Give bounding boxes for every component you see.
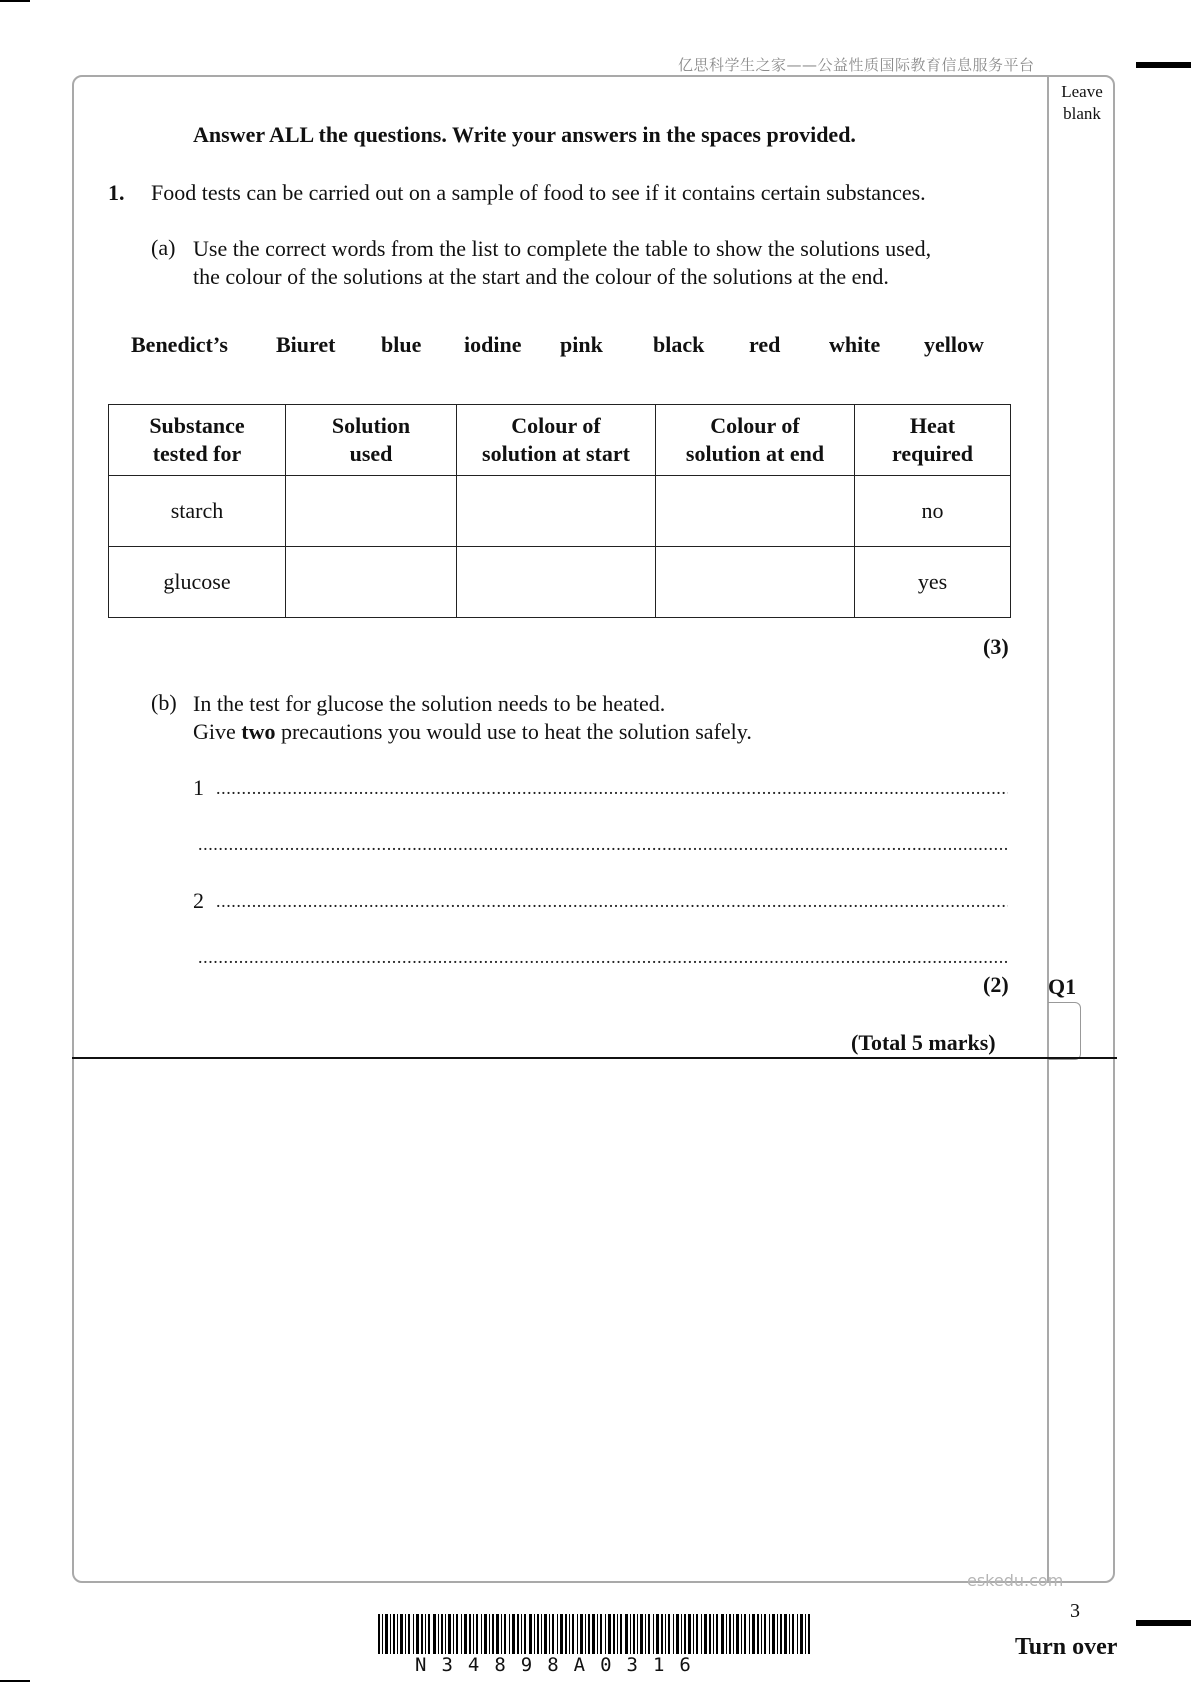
answer-line-2b[interactable] bbox=[198, 947, 1008, 968]
word-item: Benedict’s bbox=[131, 332, 228, 357]
part-a-marks: (3) bbox=[983, 634, 1009, 659]
answer-line-1a[interactable] bbox=[216, 778, 1008, 799]
answer-cell-colour-end[interactable] bbox=[656, 547, 855, 618]
word-item: white bbox=[829, 332, 881, 357]
word-item: Biuret bbox=[276, 332, 336, 357]
word-item: pink bbox=[560, 332, 603, 357]
word-item: blue bbox=[381, 332, 422, 357]
barcode-number: N34898A0316 bbox=[415, 1654, 706, 1676]
answer-line-1b[interactable] bbox=[198, 834, 1008, 855]
part-a-text: Use the correct words from the list to complete the table to show the solutions used, the colour of the solutions at the start and the colour of the solutions at the end. bbox=[193, 236, 932, 289]
watermark-footer: eskedu.com bbox=[967, 1571, 1064, 1590]
turn-over-label: Turn over bbox=[1015, 1634, 1118, 1660]
corner-mark-bottom-right bbox=[1136, 1620, 1191, 1626]
examiner-mark-box bbox=[1048, 1002, 1081, 1060]
word-item: iodine bbox=[464, 332, 522, 357]
total-marks: (Total 5 marks) bbox=[851, 1030, 996, 1055]
part-b-line2: Give two precautions you would use to heat the solution safely. bbox=[193, 719, 752, 744]
header-heat: Heat required bbox=[855, 405, 1011, 476]
word-list bbox=[131, 332, 1001, 362]
part-a-label: (a) bbox=[151, 235, 176, 260]
word-item: red bbox=[749, 332, 781, 357]
part-b-text: In the test for glucose the solution needs to be heated. Give two precautions you would use to heat the solution safely. bbox=[193, 691, 752, 744]
question-separator bbox=[72, 1057, 1117, 1059]
margin-divider bbox=[1047, 75, 1049, 1583]
question-stem: Food tests can be carried out on a sample of food to see if it contains certain substances. bbox=[151, 180, 926, 205]
header-colour-end: Colour of solution at end bbox=[656, 405, 855, 476]
word-item: black bbox=[653, 332, 705, 357]
answer-cell-colour-start[interactable] bbox=[457, 476, 656, 547]
answer-cell-solution[interactable] bbox=[286, 547, 457, 618]
header-substance: Substance tested for bbox=[109, 405, 286, 476]
food-test-table bbox=[108, 404, 1011, 618]
answer-cell-colour-end[interactable] bbox=[656, 476, 855, 547]
corner-mark-top-right bbox=[1136, 62, 1191, 68]
instructions: Answer ALL the questions. Write your answers in the spaces provided. bbox=[193, 122, 856, 147]
corner-mark-top-left bbox=[0, 0, 30, 2]
cell-heat: yes bbox=[855, 547, 1011, 618]
table-row bbox=[109, 476, 1011, 547]
answer-number-2: 2 bbox=[193, 888, 204, 913]
page-number: 3 bbox=[1070, 1600, 1080, 1622]
part-b-label: (b) bbox=[151, 690, 177, 715]
answer-number-1: 1 bbox=[193, 775, 204, 800]
page-frame bbox=[72, 75, 1115, 1583]
question-number: 1. bbox=[108, 180, 125, 205]
header-colour-start: Colour of solution at start bbox=[457, 405, 656, 476]
part-b-marks: (2) bbox=[983, 972, 1009, 997]
corner-mark-bottom-left bbox=[0, 1680, 30, 1682]
cell-substance: starch bbox=[109, 476, 286, 547]
table-header-row bbox=[109, 405, 1011, 476]
table-row bbox=[109, 547, 1011, 618]
cell-substance: glucose bbox=[109, 547, 286, 618]
margin-question-label: Q1 bbox=[1048, 974, 1077, 999]
answer-line-2a[interactable] bbox=[216, 891, 1008, 912]
cell-heat: no bbox=[855, 476, 1011, 547]
header-solution: Solution used bbox=[286, 405, 457, 476]
answer-cell-colour-start[interactable] bbox=[457, 547, 656, 618]
answer-cell-solution[interactable] bbox=[286, 476, 457, 547]
word-item: yellow bbox=[924, 332, 984, 357]
watermark-header: 亿思科学生之家——公益性质国际教育信息服务平台 bbox=[678, 56, 1035, 74]
leave-blank-label: Leave blank bbox=[1061, 82, 1103, 123]
